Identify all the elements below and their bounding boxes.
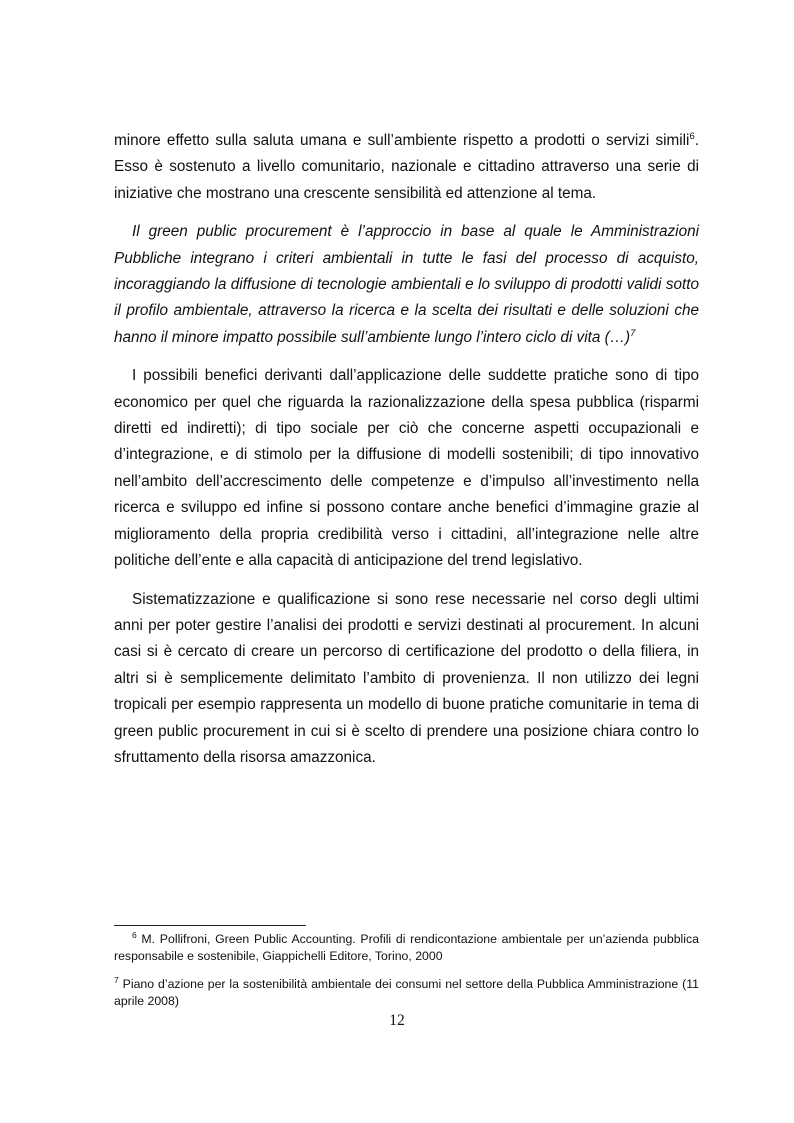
quoted-definition: Il green public procurement è l’approccio in base al quale le Amministrazioni Pubbliche integrano i criteri ambientali in tutte le fasi del processo di acquisto, incoraggiando la diffusione di tecnologie ambientali e lo sviluppo di prodotti validi sotto il profilo ambientale, attraverso la ricerca e la scelta dei risultati e delle soluzioni che hanno il minore impatto possibile sull’ambiente lungo l’intero ciclo di vita (…)$^7$ xyxy=(114,223,699,346)
body-text xyxy=(114,128,699,783)
footnotes xyxy=(114,931,699,1021)
paragraph-benefits: I possibili benefici derivanti dall’applicazione delle suddette pratiche sono di tipo economico per quel che riguarda la razionalizzazione della spesa pubblica (risparmi diretti ed indiretti); di tipo sociale per ciò che concerne aspetti occupazionali e d’integrazione, e di stimolo per la diffusione di modelli sostenibili; di tipo innovativo nell’ambito dell’accrescimento delle competenze e d’impulso all’investimento nella ricerca e sviluppo ed infine si possono contare anche benefici d’immagine grazie al miglioramento della propria credibilità verso i cittadini, all’integrazione nelle altre politiche dell’ente e alla capacità di anticipazione del trend legislativo. xyxy=(114,367,699,570)
footnote-7: $^7$ Piano d’azione per la sostenibilità ambientale dei consumi nel settore della Pubblica Amministrazione (11 aprile 2008) xyxy=(114,975,699,1008)
footnote-ref-6[interactable]: 6 xyxy=(689,131,695,142)
footnote-separator xyxy=(114,925,306,926)
paragraph-1: minore effetto sulla saluta umana e sull’ambiente rispetto a prodotti o servizi simili$^6$. Esso è sostenuto a livello comunitario, nazionale e cittadino attraverso una serie di iniziative che mostrano una crescente sensibilità ed attenzione al tema. xyxy=(114,131,699,202)
footnote-number: 7 xyxy=(114,975,119,985)
footnote-6: $^6$ M. Pollifroni, Green Public Accounting. Profili di rendicontazione ambientale per un’azienda pubblica responsabile e sostenibile, Giappichelli Editore, Torino, 2000 xyxy=(114,930,699,963)
paragraph-systematization: Sistematizzazione e qualificazione si sono rese necessarie nel corso degli ultimi anni per poter gestire l’analisi dei prodotti e servizi destinati al procurement. In alcuni casi si è cercato di creare un percorso di certificazione del prodotto o della filiera, in altri si è semplicemente delimitato l’ambito di provenienza. Il non utilizzo dei legni tropicali per esempio rappresenta un modello di buone pratiche comunitarie in tema di green public procurement in cui si è scelto di prendere una posizione chiara contro lo sfruttamento della risorsa amazzonica. xyxy=(114,590,699,766)
footnote-ref-7[interactable]: 7 xyxy=(630,327,636,339)
footnote-number: 6 xyxy=(132,930,137,940)
page-number: 12 xyxy=(389,1012,405,1029)
